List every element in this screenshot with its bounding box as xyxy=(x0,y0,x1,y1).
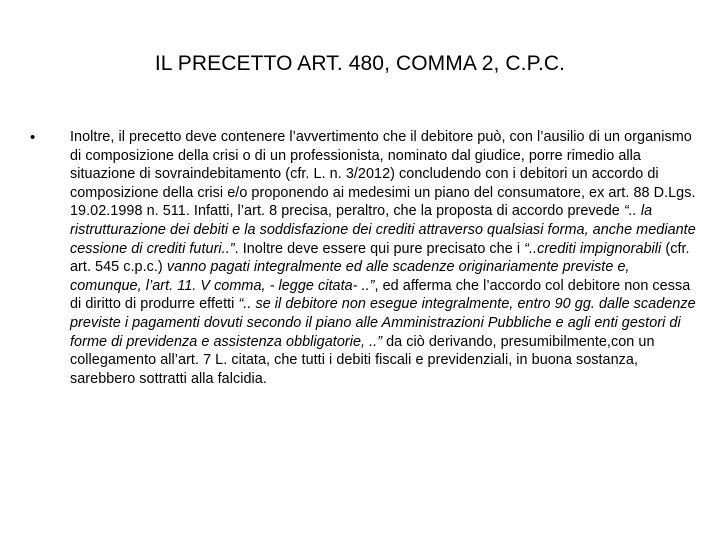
text-segment: Inoltre, il precetto deve contenere l’avvertimento che il debitore può, con l’ausilio di un organismo di composizione della crisi o di un professionista, nominato dal giudice, porre rimedio alla situazione di sovraindebitamento (cfr. L. n. 3/2012) concludendo con i debitori un accordo di composizione della crisi e/o proponendo ai medesimi un piano del consumatore, ex art. 88 D.Lgs. 19.02.1998 n. 511. Infatti, l’art. 8 precisa, peraltro, che la proposta di accordo prevede xyxy=(70,129,696,220)
text-segment: (cfr. art. 545 c.p.c.) xyxy=(70,240,690,276)
text-segment: , ed afferma che l’accordo col debitore non cessa di diritto di produrre effetti xyxy=(70,277,691,313)
text-segment-italic: “.. la ristrutturazione dei debiti e la soddisfazione dei crediti attraverso qualsiasi forma, anche mediante cessione di crediti futuri..” xyxy=(70,203,696,257)
bullet-text xyxy=(70,128,698,388)
bullet-marker: • xyxy=(30,129,36,146)
text-segment-italic: “.. se il debitore non esegue integralmente, entro 90 gg. dalle scadenze previste i pagamenti dovuti secondo il piano alle Amministrazioni Pubbliche e agli enti gestori di forme di previdenza e assistenza obbligatorie, ..” xyxy=(70,296,696,350)
text-segment-italic: “..crediti impignorabili xyxy=(524,240,662,257)
text-segment-italic: vanno pagati integralmente ed alle scadenze originariamente previste e, comunque, l’art. 11. V comma, - legge citata- ..” xyxy=(70,259,630,294)
text-segment: da ciò derivando, presumibilmente,con un collegamento all’art. 7 L. citata, che tutti i debiti fiscali e previdenziali, in buona sostanza, sarebbero sottratti alla falcidia. xyxy=(70,333,655,387)
text-segment: . Inoltre deve essere qui pure precisato che i xyxy=(234,240,525,257)
slide-title: IL PRECETTO ART. 480, COMMA 2, C.P.C. xyxy=(154,52,566,75)
bullet-item xyxy=(28,128,698,388)
slide-body xyxy=(28,128,698,388)
